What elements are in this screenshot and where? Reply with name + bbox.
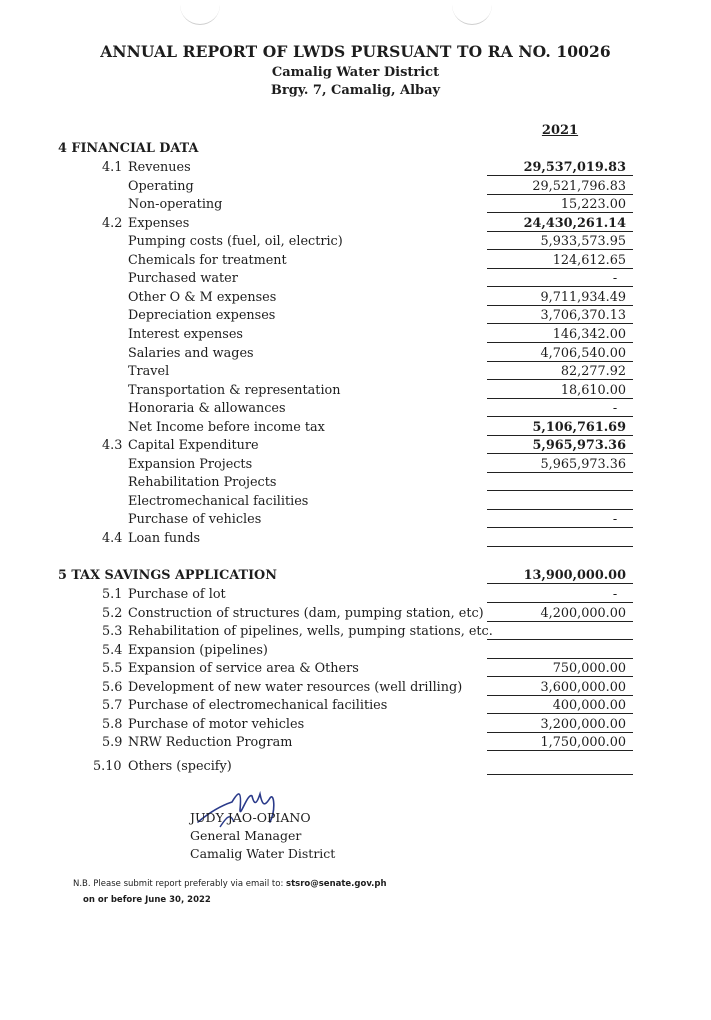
tax-item-label: NRW Reduction Program xyxy=(128,735,293,751)
financial-item-label: Transportation & representation xyxy=(128,382,341,398)
tax-row xyxy=(0,679,711,697)
financial-item-value: 5,965,973.36 xyxy=(487,437,633,454)
financial-item-label: Revenues xyxy=(128,160,191,175)
financial-item-value: - xyxy=(487,270,633,287)
financial-item-value xyxy=(487,493,633,510)
financial-item-value: 29,537,019.83 xyxy=(487,159,633,176)
tax-row xyxy=(0,623,711,641)
tax-item-label: Rehabilitation of pipelines, wells, pumping stations, etc. xyxy=(128,624,493,640)
financial-row xyxy=(0,419,711,437)
financial-row xyxy=(0,159,711,177)
financial-item-value: 5,933,573.95 xyxy=(487,233,633,250)
financial-item-label: Pumping costs (fuel, oil, electric) xyxy=(128,234,343,250)
tax-item-value: 4,200,000.00 xyxy=(487,605,633,622)
financial-row xyxy=(0,178,711,196)
financial-row xyxy=(0,474,711,492)
financial-row xyxy=(0,493,711,511)
financial-item-label: Operating xyxy=(128,178,194,194)
note-deadline: on or before June 30, 2022 xyxy=(83,895,211,905)
financial-item-label: Depreciation expenses xyxy=(128,308,276,324)
financial-item-value: 82,277.92 xyxy=(487,363,633,380)
signatory-name: JUDY JAO-OPIANO xyxy=(190,810,311,825)
signature-block xyxy=(190,782,390,862)
tax-item-number: 5.8 xyxy=(102,716,123,732)
tax-heading: 5 TAX SAVINGS APPLICATION xyxy=(58,568,277,583)
financial-item-number: 4.2 xyxy=(102,215,123,231)
tax-item-number: 5.10 xyxy=(93,759,122,774)
financial-item-number: 4.3 xyxy=(102,438,123,454)
district-address: Brgy. 7, Camalig, Albay xyxy=(270,83,441,98)
financial-item-value: 18,610.00 xyxy=(487,382,633,399)
financial-row xyxy=(0,456,711,474)
tax-heading-row xyxy=(0,567,711,585)
financial-heading: 4 FINANCIAL DATA xyxy=(58,141,199,156)
punch-hole-mark xyxy=(452,4,492,25)
financial-item-number: 4.4 xyxy=(102,531,123,546)
tax-item-value xyxy=(487,623,633,640)
financial-item-label: Loan funds xyxy=(128,531,201,546)
financial-item-label: Salaries and wages xyxy=(128,345,254,361)
financial-item-value: 5,965,973.36 xyxy=(487,456,633,473)
financial-item-label: Net Income before income tax xyxy=(128,419,325,435)
financial-row xyxy=(0,437,711,455)
tax-item-number: 5.6 xyxy=(102,679,123,695)
tax-row xyxy=(0,660,711,678)
financial-row xyxy=(0,345,711,363)
financial-item-value: 3,706,370.13 xyxy=(487,307,633,324)
financial-item-label: Purchase of vehicles xyxy=(128,512,262,528)
financial-row xyxy=(0,289,711,307)
tax-item-value: 750,000.00 xyxy=(487,660,633,677)
tax-item-label: Purchase of lot xyxy=(128,587,226,602)
tax-item-value: 3,600,000.00 xyxy=(487,679,633,696)
tax-item-number: 5.9 xyxy=(102,735,123,751)
financial-row xyxy=(0,215,711,233)
note-text: N.B. Please submit report preferably via email to: xyxy=(73,879,284,889)
financial-item-value: 5,106,761.69 xyxy=(487,419,633,436)
tax-row xyxy=(0,605,711,623)
financial-row xyxy=(0,233,711,251)
financial-row xyxy=(0,326,711,344)
financial-item-label: Travel xyxy=(128,364,170,380)
tax-item-value xyxy=(487,642,633,659)
financial-row xyxy=(0,382,711,400)
year-column-header: 2021 xyxy=(541,123,579,138)
financial-item-value: 15,223.00 xyxy=(487,196,633,213)
financial-item-value xyxy=(487,530,633,547)
tax-item-number: 5.3 xyxy=(102,624,123,640)
tax-row xyxy=(0,586,711,604)
financial-item-value: 9,711,934.49 xyxy=(487,289,633,306)
financial-row xyxy=(0,196,711,214)
financial-heading-row xyxy=(0,140,711,158)
tax-total-value: 13,900,000.00 xyxy=(487,567,633,584)
financial-item-label: Interest expenses xyxy=(128,326,243,342)
tax-item-label: Expansion of service area & Others xyxy=(128,661,359,677)
tax-item-label: Purchase of electromechanical facilities xyxy=(128,698,388,714)
tax-row xyxy=(0,734,711,752)
tax-row xyxy=(0,758,711,776)
financial-item-value: - xyxy=(487,400,633,417)
tax-item-value: - xyxy=(487,586,633,603)
financial-item-value: - xyxy=(487,511,633,528)
tax-row xyxy=(0,716,711,734)
tax-row xyxy=(0,642,711,660)
financial-item-value: 29,521,796.83 xyxy=(487,178,633,195)
signatory-title: General Manager xyxy=(190,828,302,843)
report-title: ANNUAL REPORT OF LWDS PURSUANT TO RA NO. 10026 xyxy=(100,42,611,61)
tax-item-label: Others (specify) xyxy=(128,759,232,774)
financial-row xyxy=(0,252,711,270)
financial-row xyxy=(0,270,711,288)
tax-item-number: 5.5 xyxy=(102,661,123,677)
financial-item-value: 4,706,540.00 xyxy=(487,345,633,362)
signatory-organization: Camalig Water District xyxy=(190,846,336,861)
tax-item-label: Purchase of motor vehicles xyxy=(128,716,305,732)
financial-item-label: Expenses xyxy=(128,215,190,231)
financial-item-number: 4.1 xyxy=(102,160,123,175)
financial-item-label: Rehabilitation Projects xyxy=(128,475,277,491)
financial-row xyxy=(0,530,711,548)
note-email: stsro@senate.gov.ph xyxy=(286,879,387,889)
financial-item-value: 24,430,261.14 xyxy=(487,215,633,232)
tax-item-label: Construction of structures (dam, pumping station, etc) xyxy=(128,605,484,621)
financial-row xyxy=(0,307,711,325)
tax-item-value xyxy=(487,758,633,775)
financial-item-label: Purchased water xyxy=(128,271,238,287)
financial-row xyxy=(0,511,711,529)
tax-item-number: 5.7 xyxy=(102,698,123,714)
district-name: Camalig Water District xyxy=(271,65,440,80)
financial-item-label: Capital Expenditure xyxy=(128,438,259,454)
tax-row xyxy=(0,697,711,715)
tax-item-number: 5.4 xyxy=(102,642,123,658)
financial-row xyxy=(0,363,711,381)
tax-item-number: 5.1 xyxy=(102,587,123,602)
financial-item-label: Non-operating xyxy=(128,197,223,213)
tax-item-value: 400,000.00 xyxy=(487,697,633,714)
tax-item-number: 5.2 xyxy=(102,605,123,621)
financial-item-label: Honoraria & allowances xyxy=(128,401,286,417)
tax-item-label: Development of new water resources (well drilling) xyxy=(128,679,463,695)
financial-item-label: Other O & M expenses xyxy=(128,289,277,305)
financial-item-value: 124,612.65 xyxy=(487,252,633,269)
tax-item-label: Expansion (pipelines) xyxy=(128,642,268,658)
tax-item-value: 3,200,000.00 xyxy=(487,716,633,733)
financial-item-label: Chemicals for treatment xyxy=(128,252,287,268)
financial-item-value xyxy=(487,474,633,491)
punch-hole-mark xyxy=(180,4,220,25)
submission-note xyxy=(73,879,387,889)
financial-item-value: 146,342.00 xyxy=(487,326,633,343)
tax-item-value: 1,750,000.00 xyxy=(487,734,633,751)
financial-row xyxy=(0,400,711,418)
financial-item-label: Expansion Projects xyxy=(128,456,253,472)
financial-item-label: Electromechanical facilities xyxy=(128,493,309,509)
